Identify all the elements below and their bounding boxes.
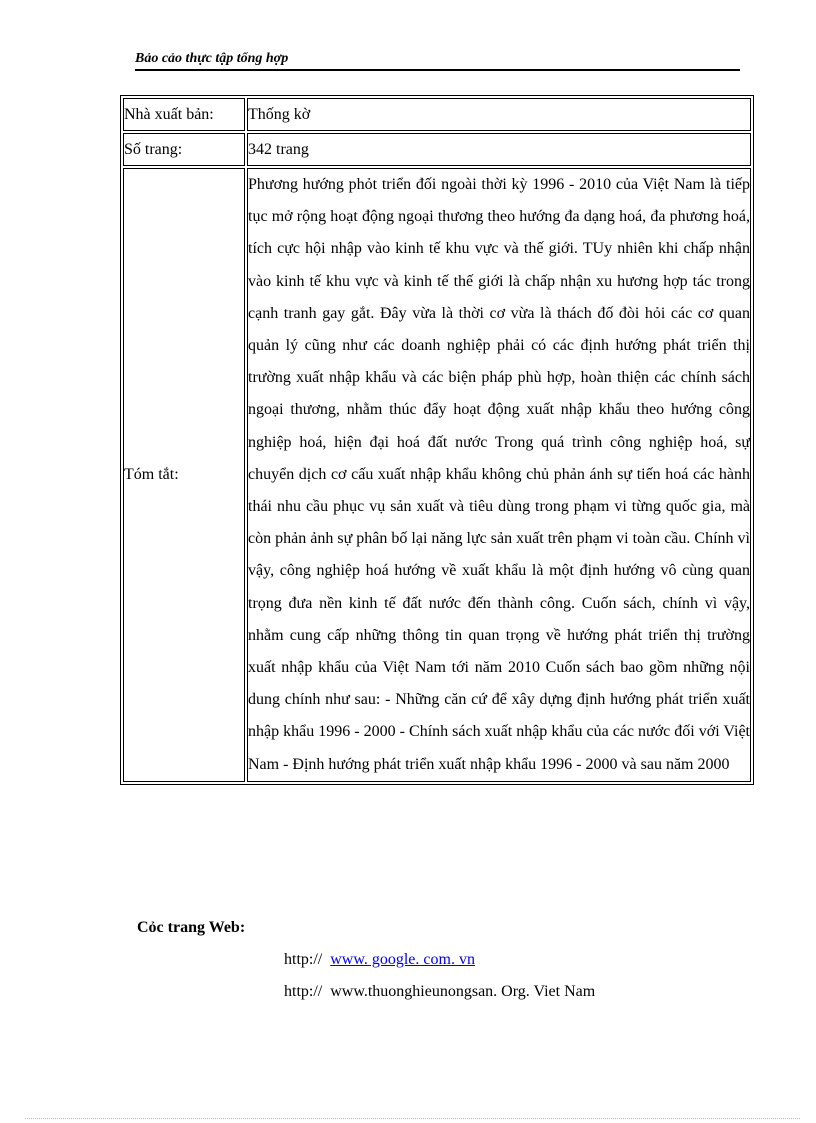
summary-text: Phương hướng phỏt triển đối ngoài thời kỳ 1996 - 2010 của Việt Nam là tiếp tục mở rộng hoạt động ngoại thương theo hướng đa dạng hoá, đa phương hoá, tích cực hội nhập vào kinh tế khu vực và thế giới. TUy nhiên khi chấp nhận vào kinh tế khu vực và kinh tế thế giới là chấp nhận xu hương hợp tác trong cạnh tranh gay gắt. Đây vừa là thời cơ vừa là thách đố đòi hỏi các cơ quan quản lý cũng như các doanh nghiệp phải có các định hướng phát triển thị trường xuất nhập khẩu và các biện pháp phù hợp, hoàn thiện các chính sách ngoại thương, nhằm thúc đẩy hoạt động xuất nhập khẩu theo hướng công nghiệp hoá, hiện đại hoá đất nước Trong quá trình công nghiệp hoá, sự chuyển dịch cơ cấu xuất nhập khẩu không chủ phản ánh sự tiến hoá các hành thái nhu cầu phục vụ sản xuất và tiêu dùng trong phạm vi từng quốc gia, mà còn phản ảnh sự phân bố lại năng lực sản xuất trên phạm vi toàn cầu. Chính vì vậy, công nghiệp hoá hướng về xuất khẩu là một định hướng vô cùng quan trọng đưa nền kinh tế đất nước đến thành công. Cuốn sách, chính vì vậy, nhằm cung cấp những thông tin quan trọng về hướng phát triển thị trường xuất nhập khẩu của Việt Nam tới năm 2010 Cuốn sách bao gồm những nội dung chính như sau: - Những căn cứ để xây dựng định hướng phát triển xuất nhập khẩu 1996 - 2000 - Chính sách xuất nhập khẩu của các nước đối với Việt Nam - Định hướng phát triển xuất nhập khẩu 1996 - 2000 và sau năm 2000 xyxy=(248,176,750,773)
pages-row xyxy=(123,133,751,166)
link1-prefix: http:// xyxy=(284,951,323,968)
publisher-value: Thống kờ xyxy=(247,98,751,131)
google-link[interactable]: www. google. com. vn xyxy=(330,951,475,968)
publisher-label: Nhà xuất bản: xyxy=(123,98,245,131)
thuonghieu-link: www.thuonghieunongsan. Org. Viet Nam xyxy=(330,983,596,1000)
pages-value: 342 trang xyxy=(247,133,751,166)
publisher-row xyxy=(123,98,751,131)
web-link-row-2 xyxy=(284,983,595,1001)
web-section-title: Cỏc trang Web: xyxy=(137,919,246,936)
page-header-title: Bảo cảo thực tập tổng hợp xyxy=(135,50,740,71)
summary-row xyxy=(123,168,751,782)
web-link-row-1 xyxy=(284,951,475,969)
book-info-table xyxy=(120,95,754,785)
link2-prefix: http:// xyxy=(284,983,323,1000)
summary-label: Tóm tắt: xyxy=(123,168,245,782)
pages-label: Số trang: xyxy=(123,133,245,166)
summary-cell xyxy=(247,168,751,782)
page-bottom-divider xyxy=(25,1118,800,1119)
